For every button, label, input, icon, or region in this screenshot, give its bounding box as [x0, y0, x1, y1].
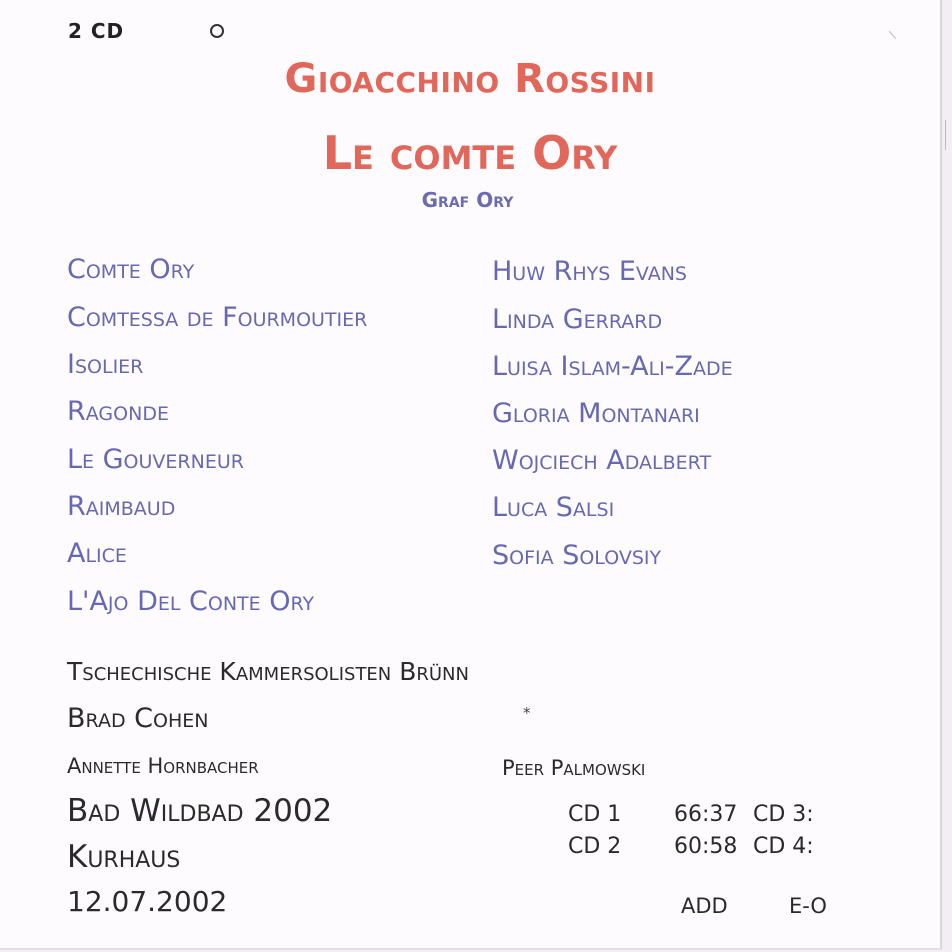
producer-left: Annette Hornbacher [67, 754, 259, 778]
cd-extra-label: CD 3: [753, 802, 814, 827]
cast-role: Comtessa de Fourmoutier [67, 302, 368, 333]
conductor-name: Brad Cohen [67, 703, 209, 734]
scan-artifact [945, 120, 946, 150]
cast-role: Isolier [67, 349, 144, 380]
cast-role: L'Ajo Del Conte Ory [67, 586, 315, 617]
opera-title: Le comte Ory [322, 126, 618, 180]
recording-venue-year: Bad Wildbad 2002 [67, 793, 333, 829]
composer-name: Gioacchino Rossini [284, 56, 656, 102]
ensemble-name: Tschechische Kammersolisten Brünn [67, 657, 469, 686]
opera-subtitle: Graf Ory [421, 188, 514, 212]
cast-singer: Sofia Solovsiy [492, 540, 662, 571]
recording-format-tag: ADD [681, 894, 728, 918]
cd-extra-label: CD 4: [753, 834, 814, 859]
cd-duration: 66:37 [674, 802, 738, 827]
cast-role: Le Gouverneur [67, 444, 244, 475]
label-tag: E-O [789, 894, 827, 918]
cd-label: CD 2 [568, 834, 622, 859]
cast-singer: Linda Gerrard [492, 304, 663, 335]
disc-count: 2 CD [68, 19, 125, 43]
cast-role: Raimbaud [67, 491, 176, 522]
cd-label: CD 1 [568, 802, 622, 827]
cast-singer: Wojciech Adalbert [492, 445, 712, 476]
circle-mark-icon [210, 24, 224, 38]
cast-singer: Luisa Islam-Ali-Zade [492, 351, 733, 382]
cast-singer: Luca Salsi [492, 492, 615, 523]
cast-role: Comte Ory [67, 254, 195, 285]
recording-date: 12.07.2002 [67, 885, 228, 918]
cast-singer: Huw Rhys Evans [492, 256, 687, 287]
asterisk-mark: * [523, 704, 531, 722]
cast-role: Alice [67, 538, 127, 569]
cast-role: Ragonde [67, 396, 169, 427]
cast-singer: Gloria Montanari [492, 398, 700, 429]
producer-right: Peer Palmowski [502, 756, 646, 780]
cd-duration: 60:58 [674, 834, 738, 859]
recording-hall: Kurhaus [67, 839, 181, 875]
